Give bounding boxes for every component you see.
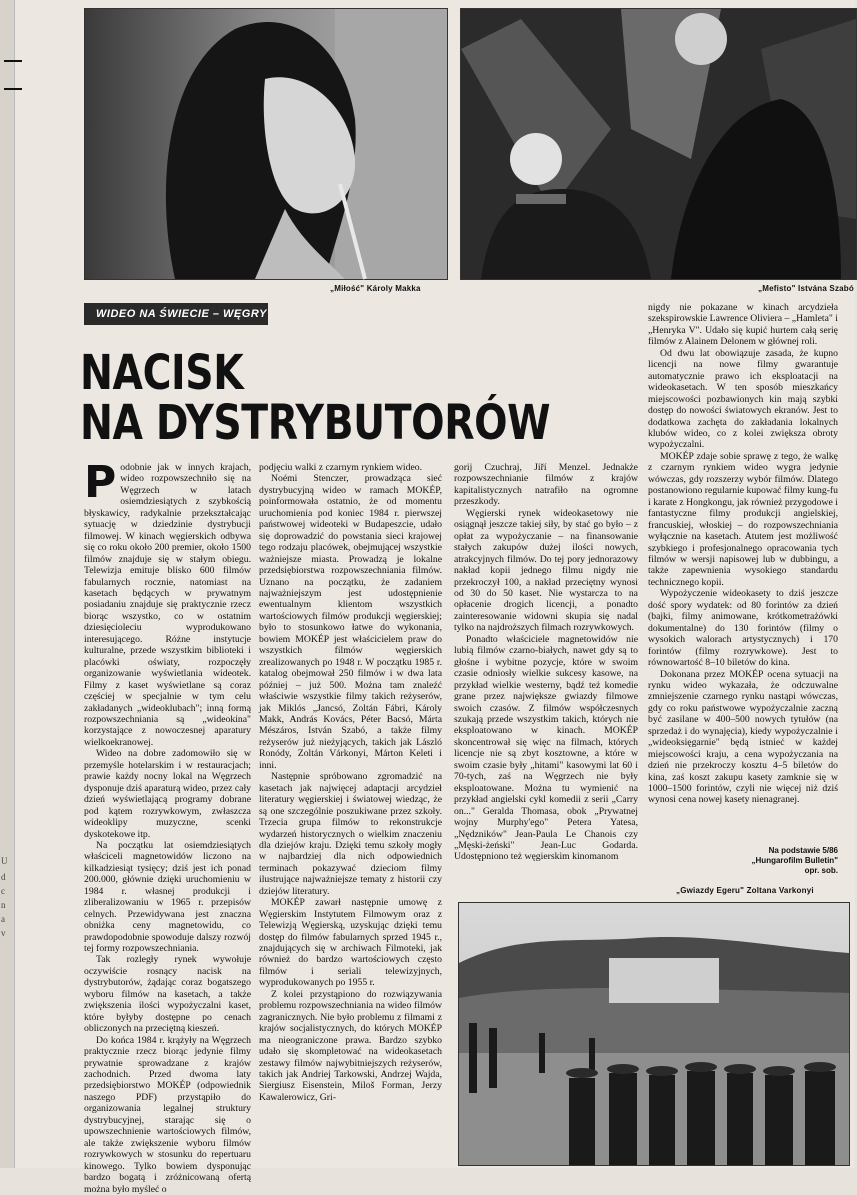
source-line: Na podstawie 5/86 [768,846,838,855]
photo-mefisto-image [461,9,856,279]
edge-letter: U [1,856,8,866]
paragraph: podjęciu walki z czarnym rynkiem wideo. [259,462,423,473]
paragraph: Węgierski rynek wideokasetowy nie osiągnął jeszcze takiej siły, by stać go było – z opłat za wypożyczanie – na finansowanie stałych zakupów dużej ilości nowych, atrakcyjnych filmów. Do tej pory jednorazowy nakład kopii jednego filmu nigdy nie przekroczył 100, a nakład przeciętny wynosi od 30 do 50 kaset. Nie wystarcza to na opłacenie drogich licencji, a ponadto zainteresowanie widowni skupia się nadal tylko na najdroższych filmach rozrywkowych. [454,507,638,634]
paragraph: Dokonana przez MOKÉP ocena sytuacji na rynku wideo wykazała, że odczuwalne zmniejszenie czarnego rynku nastąpi wówczas, gdy co roku państwowe wypożyczalnie zaczną być zasilane w 400–500 nowych tytułów (na sprzedaż i do wynajęcia), kiedy wypożyczalnie i „wideoksięgarnie" będą istnieć w każdej miejscowości kraju, a cena wypożyczania na dzień nie przekroczy kosztu 4–5 biletów do kina, zaś koszt zakupu kasety zamknie się w 1000–1500 forintów, czyli nie więcej niż dziś wynosi cena nowej kasety nienagranej. [648,668,838,806]
caption-gwiazdy-egeru: „Gwiazdy Egeru" Zoltana Varkonyi [676,886,814,895]
paragraph: Do końca 1984 r. krążyły na Węgrzech praktycznie rzecz biorąc jedynie filmy prywatnie sprowadzane z krajów zachodnich. Przed dwoma laty przedsiębiorstwo MOKÉP (odpowiednik naszego PDF) przystąpiło do organizowania legalnej struktury dystrybucyjnej, starając się o upowszechnienie wartościowych filmów, ale także zwiększenie wyboru filmów rozrywkowych w stosunku do repertuaru kinowego. Tylko bowiem dysponując bardzo bogatą i zróżnicowaną ofertą można było myśleć o [84,1034,251,1195]
paragraph: Od dwu lat obowiązuje zasada, że kupno licencji na nowe filmy gwarantuje automatycznie prawo ich eksploatacji na wideokasetach. W ten sposób mieszkańcy miejscowości pozbawionych kin mają szybki dostęp do nowości światowych ekranów. Jest to dodatkowa zachęta do zakładania lokalnych klubów wideo, co z kolei zwiększa obroty wypożyczalni. [648,347,838,451]
edge-letter: d [1,872,6,882]
edge-rule [4,88,22,90]
article-column-3 [454,462,638,894]
source-line: „Hungarofilm Bulletin" [751,856,838,865]
paragraph: MOKÉP zawarł następnie umowę z Węgierskim Instytutem Filmowym oraz z Telewizją Węgierską, uzyskując dzięki temu dostęp do filmów fabularnych sprzed 1945 r., znajdujących się w archiwach Filmoteki, jak również do bardzo wartościowych często filmów i seriali telewizyjnych, wyprodukowanych po 1955 r. [259,897,442,989]
paragraph: nigdy nie pokazane w kinach arcydzieła szekspirowskie Lawrence Oliviera – „Hamleta" i „Henryka V". Udało się kupić hurtem całą serię filmów z Alainem Delonem w głównej roli. [648,302,838,348]
edge-letter: c [1,886,5,896]
paragraph: Następnie spróbowano zgromadzić na kasetach jak najwięcej adaptacji arcydzieł literatury węgierskiej i światowej wiedząc, że są one szczególnie poszukiwane przez szkoły. Trzecia grupa filmów to rekonstrukcje wydarzeń historycznych o wielkim znaczeniu dla dziejów kraju. Dzięki temu szkoły mogły w najbardziej dla nich odpowiednich terminach pokazywać dzieciom filmy ilustrujące najważniejsze tematy z historii czy dziejów literatury. [259,771,442,897]
paragraph: Wideo na dobre zadomowiło się w przemyśle hotelarskim i w restauracjach; prawie każdy nocny lokal na Węgrzech dysponuje dziś aparaturą wideo, przez cały dzień wyświetlającą programy dobrane pod kątem rozrywkowym, zwłaszcza wideoklipy muzyczne, scenki dyskotekowe itp. [84,748,251,840]
headline [80,345,551,451]
photo-gwiazdy-egeru-image [459,903,849,1165]
paragraph: odobnie jak w innych krajach, wideo rozpowszechniło się na Węgrzech w latach osiemdziesiątych z szybkością błyskawicy, radykalnie przekształcając sytuację w dziedzinie dystrybucji filmowej. W kinach węgierskich odbywa się co roku około 200 premier, około 1500 filmów znajduje się w stałym obiegu. Telewizja emituje blisko 600 filmów fabularnych rocznie, natomiast na kasetach będących w prywatnym posiadaniu znajduje się praktycznie rzecz biorąc wszystko, co w ostatnim dziesięcioleciu wyprodukowano interesującego. Różne instytucje kulturalne, przede wszystkim biblioteki i placówki oświaty, rozpoczęły organizowanie wyświetlania wideotek. Filmy z kaset wyświetlane są coraz częściej w specjalnie w tym celu zakładanych „wideoklubach"; inną formą rozpowszechniania są „wideokina" korzystające z nowoczesnej aparatury wielkoekranowej. [84,462,251,748]
caption-milosc: „Miłość" Károly Makka [330,284,421,293]
photo-gwiazdy-egeru [458,902,850,1166]
paragraph: Na początku lat osiemdziesiątych właściceli magnetowidów liczono na kilkadziesiąt tysięcy; dziś jest ich ponad 200.000, głównie dzięki uruchomieniu w 1984 r. własnej produkcji i zliberalizowaniu w 1965 r. przepisów celnych. Przewidywana jest znaczna obniżka ceny magnetowidu, co prawdopodobnie spowoduje dalszy rozwój tej formy rozpowszechniania. [84,839,251,955]
edge-letter: a [1,914,5,924]
edge-letter: n [1,900,6,910]
photo-milosc-image [85,9,447,279]
edge-letter: v [1,928,6,938]
section-tag: WIDEO NA ŚWIECIE – WĘGRY [84,303,268,325]
caption-mefisto: „Mefisto" Istvána Szabó [758,284,854,293]
source-credit [660,846,838,876]
paragraph: Z kolei przystąpiono do rozwiązywania problemu rozpowszechniania na wideo filmów zagranicznych. Nie było problemu z filmami z krajów socjalistycznych, do których MOKÉP ma nieograniczone prawa. Bardzo szybko udało się skompletować na wideokasetach zestawy filmów najwybitniejszych reżyserów, takich jak Andriej Tarkowski, Andrzej Wajda, Siergiusz Eisenstein, Miloš Forman, Jerzy Kawalerowicz, Gri- [259,988,442,1103]
paragraph: Wypożyczenie wideokasety to dziś jeszcze dość spory wydatek: od 80 forintów za dzień (bajki, filmy animowane, krótkometrażówki dokumentalne) do 130 forintów (filmy o wysokich walorach artystycznych) i 170 forintów (filmy rozrywkowe). Jest to równowartość 8–10 biletów do kina. [648,588,838,669]
source-line: opr. sob. [804,866,838,875]
drop-cap: P [84,457,117,508]
edge-rule [4,60,22,62]
paragraph: Ponadto właściciele magnetowidów nie lubią filmów czarno-białych, nawet gdy są to głośne i wybitne pozycje, które w swoim czasie odniosły wielkie sukcesy kasowe, na przykład wielkie westerny, bądź też komedie grane przez największe gwiazdy filmowe swoich czasów. Z filmów współczesnych szukają przede wszystkim takich, których nie eksploatowano w kinach. MOKÉP skoncentrował się więc na filmach, których licencje nie są zbyt kosztowne, a które w swoim czasie były „hitami" kasowymi lat 60 i 70-tych, zaś na Węgrzech nie były eksploatowane. Można tu wymienić na przykład angielski cykl komedii z serii „Carry on..." Geralda Thomasa, obok „Prywatnej wojny Murphy'ego" Petera Yatesa, „Nędzników" Jean-Paula Le Chanois czy „Męski-żeński" Jean-Luc Godarda. Udostępniono też węgierskim kinomanom [454,633,638,863]
paragraph: MOKÉP zdaje sobie sprawę z tego, że walkę z czarnym rynkiem wideo wygra jedynie wówczas, gdy rozszerzy wybór filmów. Dlatego postanowiono regularnie kupować filmy kung-fu i karate z Hongkongu, jak również przygodowe i fantastyczne filmy produkcji angielskiej, francuskiej, włoskiej – do rozpowszechniania wyłącznie na kasetach. Atutem jest możliwość szybkiego i profesjonalnego opracowania tych filmów w wersji napisowej lub w dubbingu, a także zapewnienia wysokiego standardu technicznego kopii. [648,450,838,588]
photo-milosc [84,8,448,280]
article-column-4 [648,302,838,842]
article-column-2 [259,462,442,1162]
article-column-1 [84,457,251,1195]
photo-mefisto [460,8,857,280]
adjacent-page-edge [0,0,15,1168]
paragraph: Tak rozległy rynek wywołuje oczywiście rosnący nacisk na dystrybutorów, żądając coraz bogatszego wyboru filmów na kasetach, a także zwiększenia ilości wypożyczalni kaset, które byłyby dostępne po cenach obliczonych na przeciętną kieszeń. [84,954,251,1035]
paragraph: Noémi Stenczer, prowadząca sieć dystrybucyjną wideo w ramach MOKÉP, poinformowała ostatnio, że od momentu uruchomienia pod koniec 1984 r. pierwszej państwowej wideoteki w Budapeszcie, udało się doprowadzić do powstania sieci krajowej tego rodzaju placówek, obejmującej wszystkie ważniejsze miasta. Prowadzą je lokalne przedsiębiorstwa rozpowszechniania filmów. Uznano na początku, że zadaniem najważniejszym jest udostępnienie ewentualnym klientom wszystkich wartościowych filmów produkcji węgierskiej; było to stosunkowo łatwe do wykonania, bowiem MOKÉP jest właścicielem praw do wszystkich filmów węgierskich zrealizowanych po 1948 r. W początku 1985 r. katalog obejmował 250 filmów i w dwa lata później – już 500. Można tam znaleźć właściwie wszystkie filmy takich reżyserów, jak Miklós „Jancsó, Zoltán Fábri, Károly Makk, András Kovács, Péter Bacsó, Márta Mészáros, István Szabó, a także filmy reżyserów już nieżyjących, takich jak László Ronódy, Zoltán Várkonyi, Márton Keleti i inni. [259,473,442,771]
headline-line-2: NA DYSTRYBUTORÓW [80,395,551,451]
headline-line-1: NACISK [80,345,244,401]
paragraph: gorij Czuchraj, Jiří Menzel. Jednakże rozpowszechnianie filmów z krajów kapitalistycznych natrafiło na ogromne przeszkody. [454,462,638,508]
